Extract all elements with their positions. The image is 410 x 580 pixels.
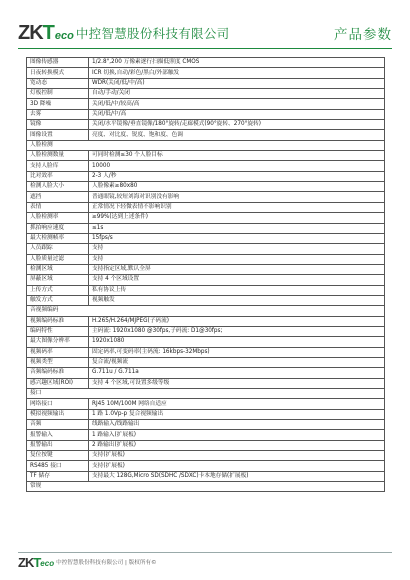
spec-value: 人脸像素≥80x80 [89, 182, 385, 192]
spec-row [27, 347, 385, 357]
spec-row [27, 275, 385, 285]
spec-label: 模拟视频输出 [27, 409, 89, 419]
spec-row [27, 399, 385, 409]
brand-logo-t: T [42, 22, 54, 44]
spec-value: 亮度、对比度、锐度、饱和度、色调 [89, 130, 385, 140]
spec-row [27, 471, 385, 481]
spec-label: 音频 [27, 420, 89, 430]
spec-row [27, 58, 385, 68]
spec-label: 检测区域 [27, 264, 89, 274]
spec-value: ≥99%(达到上述条件) [89, 213, 385, 223]
section-header-row [27, 140, 385, 150]
spec-row [27, 202, 385, 212]
spec-label: 报警输出 [27, 440, 89, 450]
spec-label: 屏蔽区域 [27, 275, 89, 285]
spec-label: 编码特性 [27, 326, 89, 336]
brand-logo-zk: ZK [18, 22, 43, 44]
spec-value: 自动/手动/关闭 [89, 89, 385, 99]
spec-value: H.265/H.264/MJPEG(子码流) [89, 316, 385, 326]
page-title: 产品参数 [334, 27, 392, 43]
spec-label: 去雾 [27, 109, 89, 119]
spec-value: 1 路 1.0Vp-p 复合视频输出 [89, 409, 385, 419]
spec-value: 2 路输出(扩展板) [89, 440, 385, 450]
spec-value: 1 路输入(扩展板) [89, 430, 385, 440]
spec-value: 关闭/低/中/高 [89, 109, 385, 119]
spec-value: 支持 4 个区域设置 [89, 275, 385, 285]
spec-row [27, 357, 385, 367]
spec-value: 主码流: 1920x1080 @30fps,子码流: D1@30fps; [89, 326, 385, 336]
spec-label: 图像传感器 [27, 58, 89, 68]
footer-logo-t: T [33, 554, 41, 570]
header-divider [18, 48, 392, 49]
company-name: 中控智慧股份科技有限公司 [75, 26, 230, 41]
spec-value: 支持 [89, 244, 385, 254]
spec-label: 上传方式 [27, 285, 89, 295]
spec-value: 10000 [89, 161, 385, 171]
spec-label: 人脸质量过滤 [27, 254, 89, 264]
section-header-row [27, 482, 385, 492]
spec-value: ≤1s [89, 223, 385, 233]
spec-value: 支持 4 个区域,可设置多级等级 [89, 378, 385, 388]
spec-label: 镜像 [27, 120, 89, 130]
spec-label: 视频类型 [27, 357, 89, 367]
spec-label: 抓拍响应速度 [27, 223, 89, 233]
spec-value: 固定码率,可变码率(主码流: 16kbps-32Mbps) [89, 347, 385, 357]
spec-value: 支持(扩展板) [89, 461, 385, 471]
spec-value: RJ45 10M/100M 网络自适应 [89, 399, 385, 409]
spec-value: 1/2.8",200 万像素逐行扫描低照度 CMOS [89, 58, 385, 68]
spec-row [27, 151, 385, 161]
spec-row [27, 285, 385, 295]
spec-value: 关闭/低/中/较高/高 [89, 99, 385, 109]
spec-row [27, 461, 385, 471]
spec-row [27, 78, 385, 88]
spec-label: 比对效率 [27, 171, 89, 181]
spec-row [27, 430, 385, 440]
section-title: 音视频编码 [27, 306, 385, 316]
spec-row [27, 420, 385, 430]
spec-row [27, 213, 385, 223]
brand-logo-eco: eco [54, 29, 74, 42]
spec-value: 私有协议上传 [89, 285, 385, 295]
spec-row [27, 99, 385, 109]
spec-row [27, 440, 385, 450]
spec-label: 日夜转换模式 [27, 68, 89, 78]
spec-label: 检测人脸大小 [27, 182, 89, 192]
spec-value: 可同时检测≤30 个人脸目标 [89, 151, 385, 161]
spec-row [27, 161, 385, 171]
footer-divider [18, 552, 392, 553]
spec-label: 人脸检测率 [27, 213, 89, 223]
spec-value: WDR(关闭/低/中/高) [89, 78, 385, 88]
spec-label: 感兴趣区域(ROI) [27, 378, 89, 388]
spec-label: 遮挡 [27, 192, 89, 202]
spec-value: 普通眼镜,较短刘海对识别没有影响 [89, 192, 385, 202]
spec-row [27, 109, 385, 119]
spec-row [27, 316, 385, 326]
spec-label: 人脸检测数量 [27, 151, 89, 161]
page-header [18, 22, 392, 44]
section-title: 常规 [27, 482, 385, 492]
spec-label: RS485 接口 [27, 461, 89, 471]
spec-label: TF 储存 [27, 471, 89, 481]
spec-row [27, 254, 385, 264]
spec-label: 触发方式 [27, 295, 89, 305]
spec-value: 复合流/视频流 [89, 357, 385, 367]
spec-row [27, 182, 385, 192]
section-title: 接口 [27, 389, 385, 399]
spec-label: 复位按键 [27, 451, 89, 461]
spec-row [27, 89, 385, 99]
spec-value: 支持最大 128G,Micro SD(SDHC /SDXC)卡本地存储(扩展板) [89, 471, 385, 481]
spec-row [27, 244, 385, 254]
spec-row [27, 120, 385, 130]
spec-value: 视频触发 [89, 295, 385, 305]
footer-logo-zk: ZK [18, 554, 34, 570]
spec-label: 最大检测帧率 [27, 233, 89, 243]
spec-label: 网络接口 [27, 399, 89, 409]
spec-label: 视频码率 [27, 347, 89, 357]
footer-logo-eco: eco [40, 559, 55, 568]
spec-value: 关闭/水平镜像/垂直镜像/180°旋转/走廊模式(90°旋转、270°旋转) [89, 120, 385, 130]
spec-label: 图像设置 [27, 130, 89, 140]
spec-value: 2-3 人/秒 [89, 171, 385, 181]
page-footer [18, 555, 157, 569]
spec-row [27, 326, 385, 336]
spec-row [27, 171, 385, 181]
spec-row [27, 264, 385, 274]
section-header-row [27, 306, 385, 316]
spec-value: 15fps/s [89, 233, 385, 243]
footer-copyright: 中控智慧股份科技有限公司 | 版权所有© [56, 560, 157, 566]
spec-label: 音频编码标准 [27, 368, 89, 378]
spec-label: 灯板控制 [27, 89, 89, 99]
spec-label: 3D 降噪 [27, 99, 89, 109]
spec-row [27, 451, 385, 461]
spec-value: 支持(扩展板) [89, 451, 385, 461]
spec-row [27, 409, 385, 419]
spec-row [27, 368, 385, 378]
section-header-row [27, 389, 385, 399]
spec-label: 人员跟踪 [27, 244, 89, 254]
spec-label: 报警输入 [27, 430, 89, 440]
spec-value: 线路输入/线路输出 [89, 420, 385, 430]
spec-value: 支持 [89, 254, 385, 264]
spec-value: 正常情况下轻微表情不影响识别 [89, 202, 385, 212]
spec-row [27, 130, 385, 140]
spec-row [27, 378, 385, 388]
spec-label: 宽动态 [27, 78, 89, 88]
spec-row [27, 68, 385, 78]
spec-label: 支持人脸库 [27, 161, 89, 171]
spec-row [27, 295, 385, 305]
spec-label: 最大图像分辨率 [27, 337, 89, 347]
spec-row [27, 223, 385, 233]
section-title: 人脸检测 [27, 140, 385, 150]
spec-value: 支持指定区域,默认全屏 [89, 264, 385, 274]
spec-table [26, 57, 385, 492]
spec-label: 视频编码标准 [27, 316, 89, 326]
spec-row [27, 192, 385, 202]
spec-value: 1920x1080 [89, 337, 385, 347]
spec-row [27, 233, 385, 243]
spec-value: G.711u / G.711a [89, 368, 385, 378]
spec-value: ICR 切换,自动/彩色/黑白/外部触发 [89, 68, 385, 78]
spec-label: 表情 [27, 202, 89, 212]
spec-row [27, 337, 385, 347]
